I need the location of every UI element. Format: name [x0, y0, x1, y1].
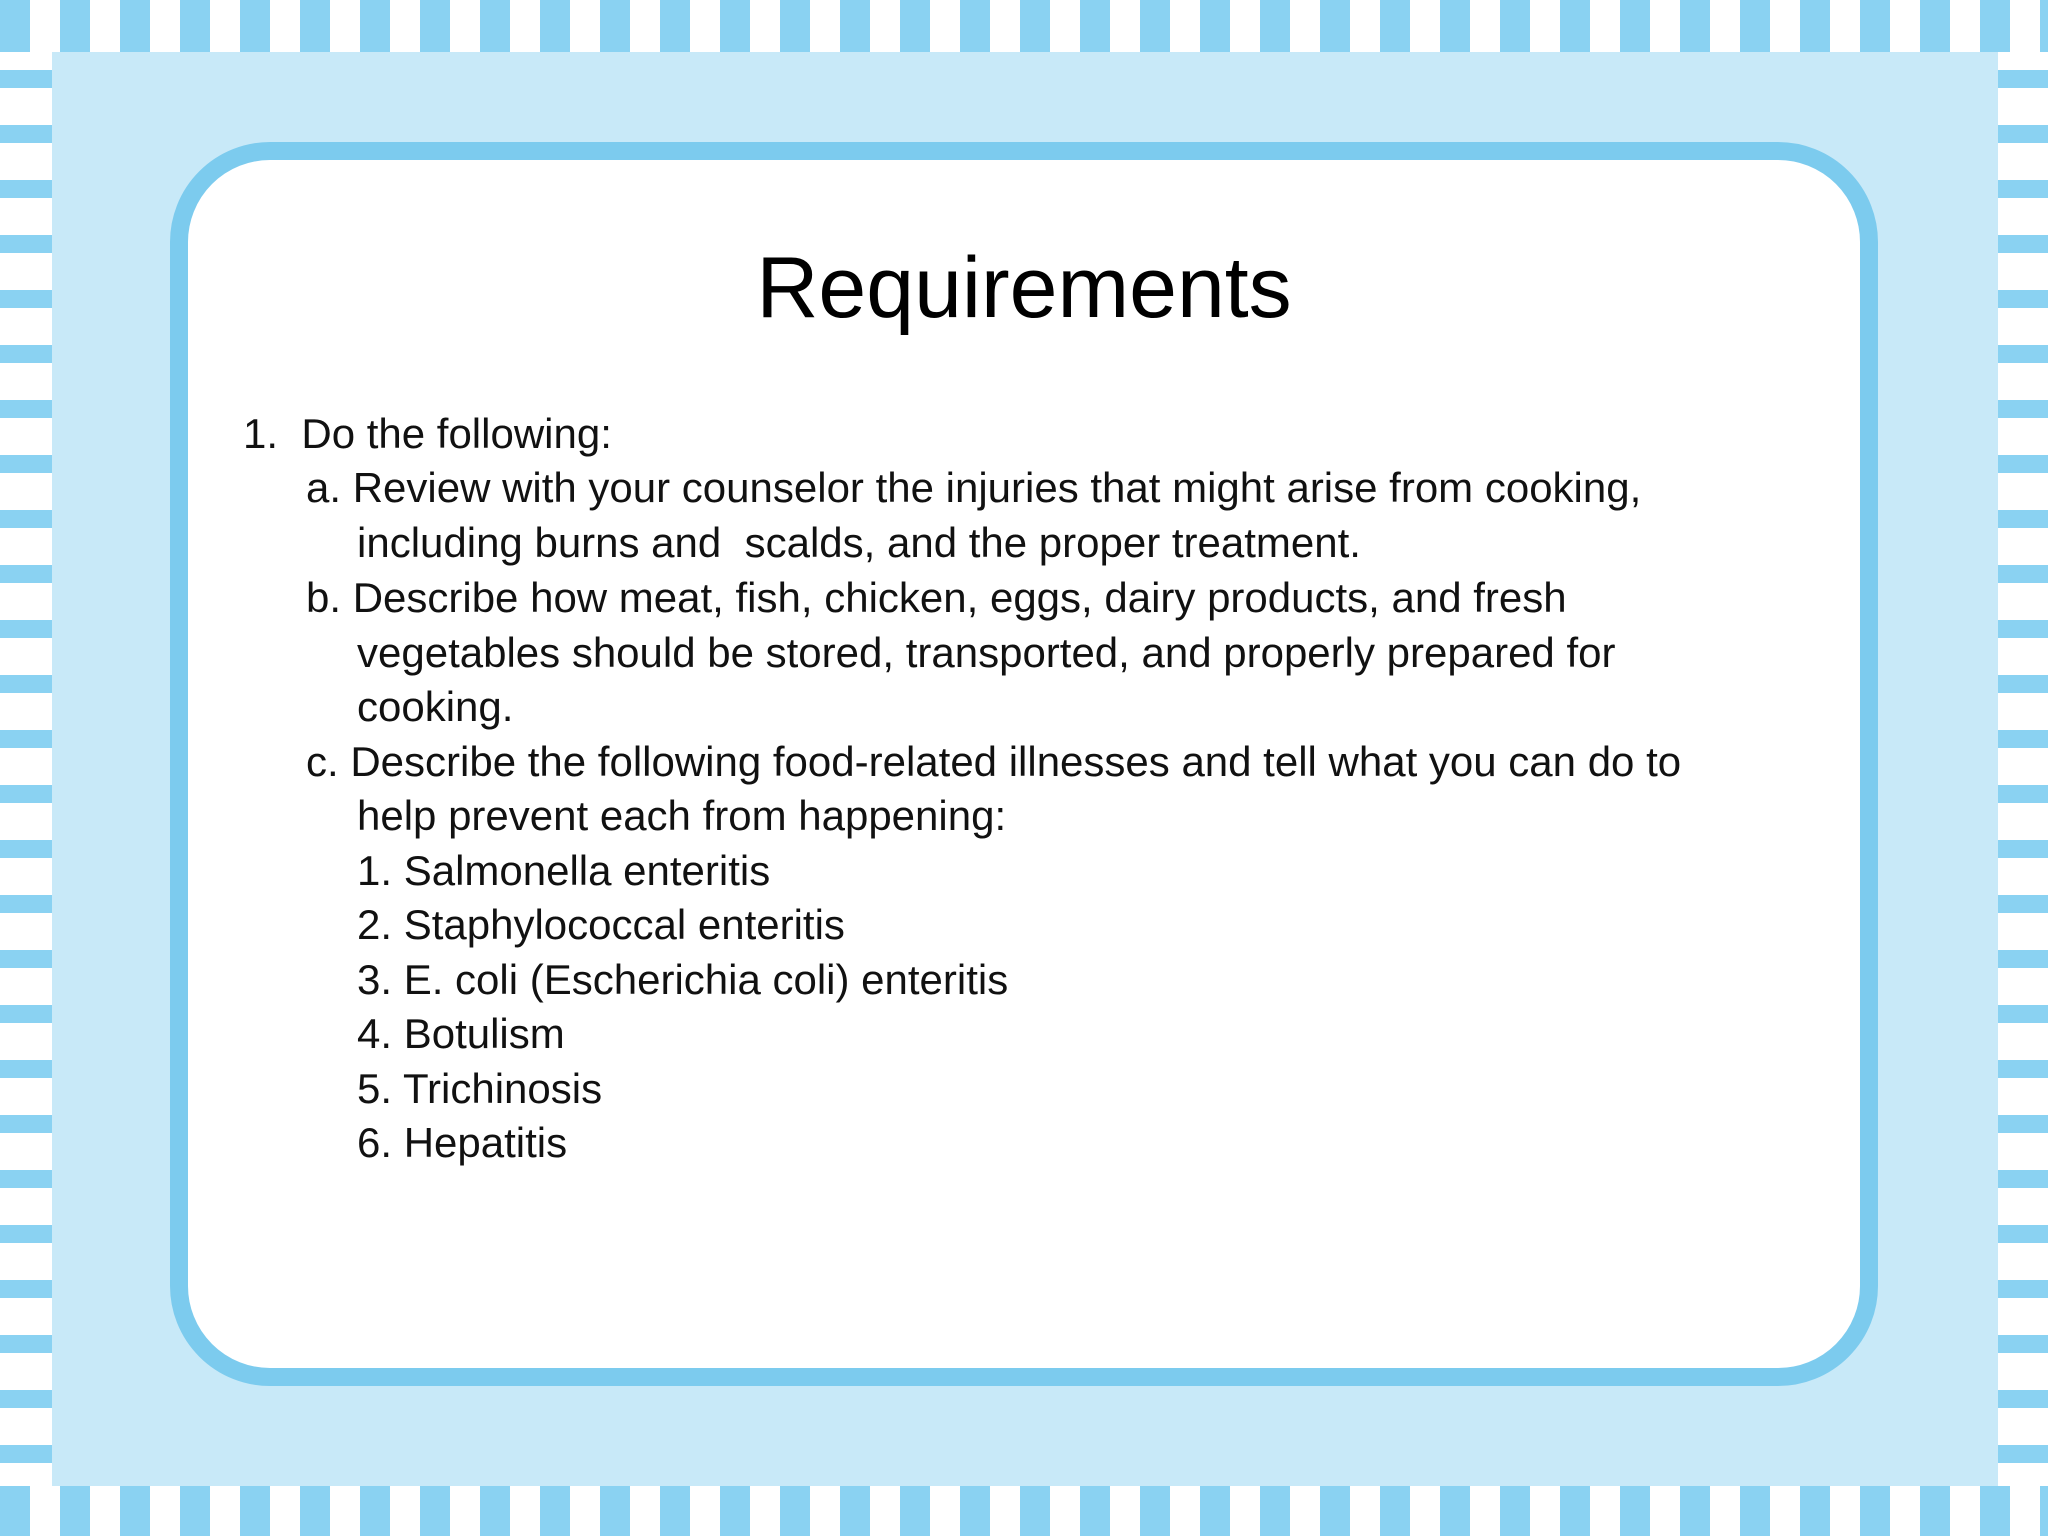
requirement-1: 1. Do the following:	[243, 410, 612, 457]
requirement-1c-continued: help prevent each from happening:	[357, 792, 1007, 839]
requirement-1c: c. Describe the following food-related illnesses and tell what you can do to	[306, 738, 1682, 785]
illness-item: 3. E. coli (Escherichia coli) enteritis	[357, 956, 1009, 1003]
requirement-1b-continued: vegetables should be stored, transported, and properly prepared for	[357, 629, 1616, 676]
checkered-border-bottom	[0, 1486, 2048, 1536]
illness-item: 6. Hepatitis	[357, 1119, 568, 1166]
requirement-1b: b. Describe how meat, fish, chicken, eggs, dairy products, and fresh	[306, 574, 1567, 621]
slide-title: Requirements	[756, 240, 1292, 336]
requirement-1b-continued-2: cooking.	[357, 683, 514, 730]
illness-item: 1. Salmonella enteritis	[357, 847, 771, 894]
requirement-1a-continued: including burns and scalds, and the proper treatment.	[357, 519, 1361, 566]
illness-item: 2. Staphylococcal enteritis	[357, 901, 845, 948]
requirement-1a: a. Review with your counselor the injuries that might arise from cooking,	[306, 464, 1642, 511]
illness-item: 5. Trichinosis	[357, 1065, 603, 1112]
illness-item: 4. Botulism	[357, 1010, 565, 1057]
checkered-border-top	[0, 0, 2048, 52]
